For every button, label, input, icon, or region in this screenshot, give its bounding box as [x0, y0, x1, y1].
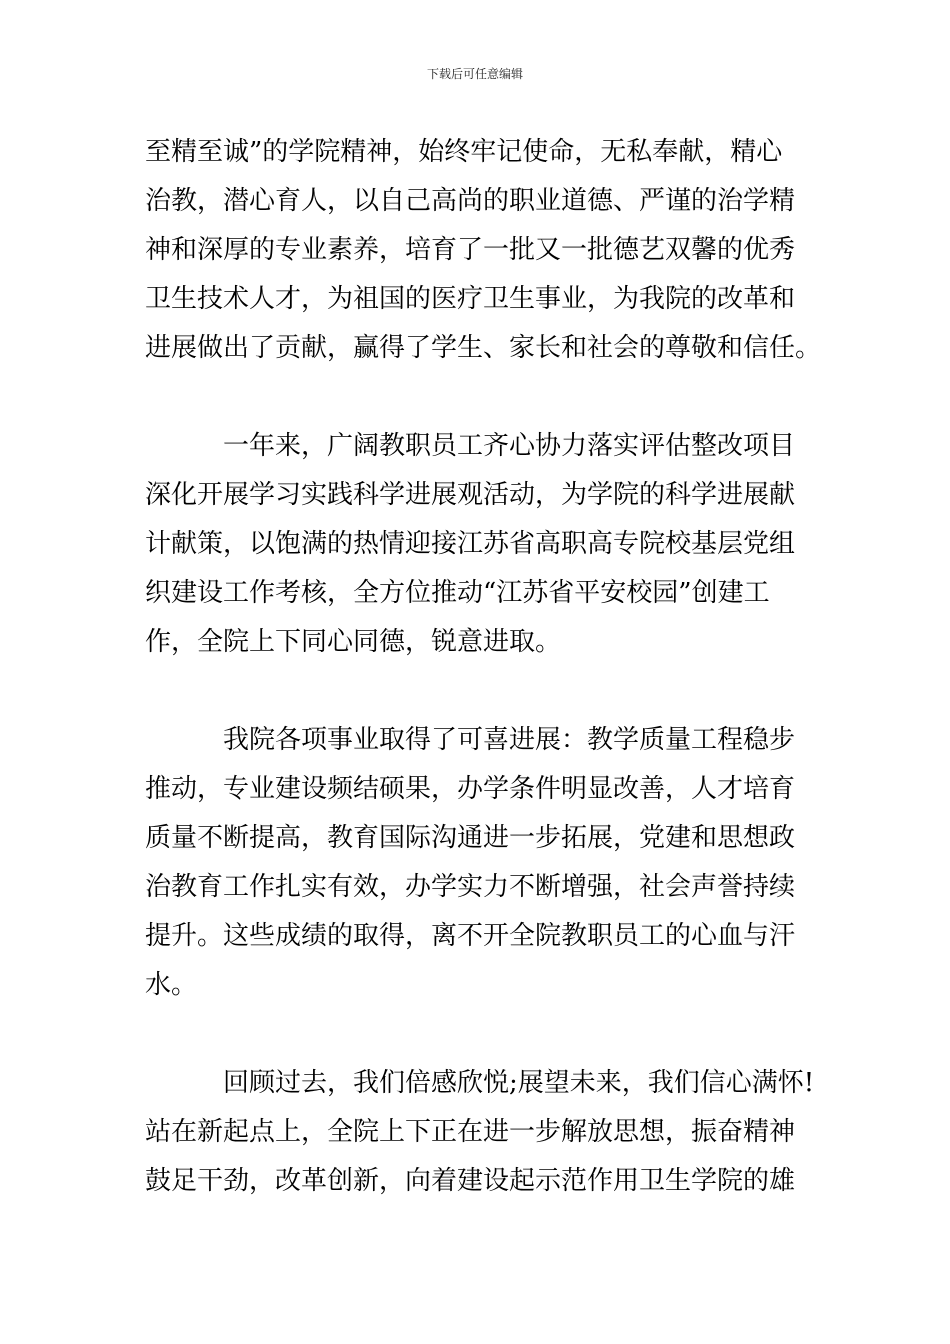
text-line: 推动，专业建设频结硕果，办学条件明显改善，人才培育 — [145, 774, 796, 804]
text-line: 水。 — [145, 970, 198, 1000]
text-line: 至精至诚”的学院精神，始终牢记使命，无私奉献，精心 — [145, 137, 783, 167]
text-line: 回顾过去，我们倍感欣悦;展望未来，我们信心满怀! — [223, 1068, 815, 1098]
text-line: 织建设工作考核，全方位推动“江苏省平安校园”创建工 — [145, 578, 770, 608]
paragraph-1 — [145, 128, 822, 373]
text-line: 计献策，以饱满的热情迎接江苏省高职高专院校基层党组 — [145, 529, 796, 559]
text-line: 深化开展学习实践科学进展观活动，为学院的科学进展献 — [145, 480, 796, 510]
text-line: 作，全院上下同心同德，锐意进取。 — [145, 627, 562, 657]
text-line: 一年来，广阔教职员工齐心协力落实评估整改项目 — [223, 431, 796, 461]
paragraph-2 — [145, 422, 815, 667]
paragraph-gap — [145, 373, 815, 422]
text-line: 治教，潜心育人，以自己高尚的职业道德、严谨的治学精 — [145, 186, 796, 216]
text-line: 神和深厚的专业素养，培育了一批又一批德艺双馨的优秀 — [145, 235, 796, 265]
text-line: 站在新起点上，全院上下正在进一步解放思想，振奋精神 — [145, 1117, 796, 1147]
text-line: 治教育工作扎实有效，办学实力不断增强，社会声誉持续 — [145, 872, 796, 902]
text-line: 鼓足干劲，改革创新，向着建设起示范作用卫生学院的雄 — [145, 1166, 796, 1196]
paragraph-3 — [145, 716, 815, 1010]
text-line: 提升。这些成绩的取得，离不开全院教职员工的心血与汗 — [145, 921, 796, 951]
page-header: 下载后可任意编辑 — [426, 67, 523, 81]
text-line: 进展做出了贡献，赢得了学生、家长和社会的尊敬和信任。 — [145, 333, 822, 363]
document-body — [145, 128, 822, 1206]
paragraph-4 — [145, 1059, 815, 1206]
text-line: 卫生技术人才，为祖国的医疗卫生事业，为我院的改革和 — [145, 284, 796, 314]
text-line: 质量不断提高，教育国际沟通进一步拓展，党建和思想政 — [145, 823, 796, 853]
text-line: 我院各项事业取得了可喜进展：教学质量工程稳步 — [223, 725, 796, 755]
paragraph-gap — [145, 1010, 815, 1059]
paragraph-gap — [145, 667, 815, 716]
